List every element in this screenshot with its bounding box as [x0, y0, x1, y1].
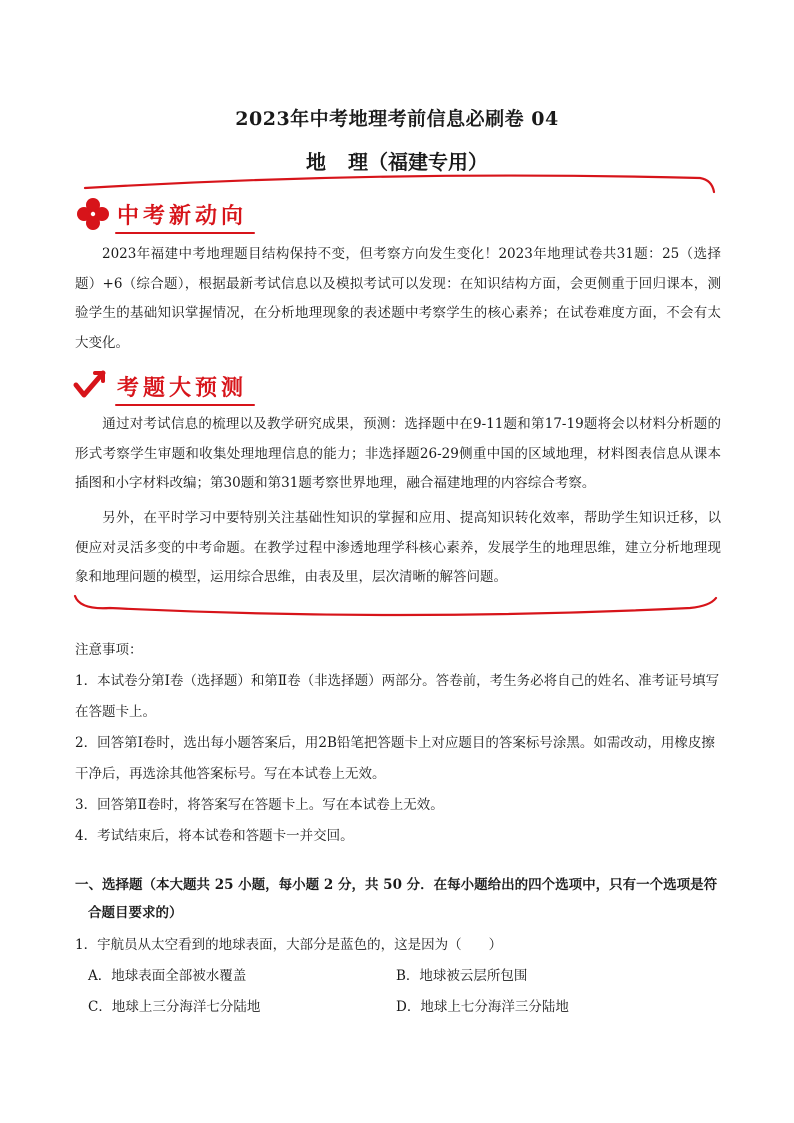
subtitle-subject-main: 地: [306, 150, 326, 174]
predict-section-heading: [73, 368, 247, 404]
predict-paragraph-1-text: 通过对考试信息的梳理以及教学研究成果，预测：选择题中在9-11题和第17-19题将会以材料分析题的形式考察学生审题和收集处理地理信息的能力；非选择题26-29侧重中国的区域地理，材料图表信息从课本插图和小字材料改编；第30题和第31题考察世界地理，融合福建地理的内容综合考察。: [75, 416, 721, 491]
bottom-arc: [75, 596, 716, 615]
note-item-1: 1．本试卷分第Ⅰ卷（选择题）和第Ⅱ卷（非选择题）两部分。答卷前，考生务必将自己的姓名、准考证号填写在答题卡上。: [75, 673, 720, 720]
page-subtitle: [0, 146, 794, 175]
page-title: 2023年中考地理考前信息必刷卷 04: [235, 108, 559, 130]
section-one-heading-line2: 合题目要求的）: [88, 905, 183, 921]
notes-block: [75, 635, 725, 852]
subtitle-subject-tail: 理（福建专用）: [348, 150, 488, 174]
predict-paragraph-1: [75, 410, 721, 499]
news-section-heading: [75, 196, 247, 232]
predict-heading-label: 考题大预测: [117, 371, 247, 402]
section-one-heading: [75, 871, 725, 927]
question-1-options: [88, 961, 688, 1023]
predict-paragraph-2-text: 另外，在平时学习中要特别关注基础性知识的掌握和应用、提高知识转化效率，帮助学生知识迁移，以便应对灵活多变的中考命题。在教学过程中渗透地理学科核心素养，发展学生的地理思维，建立分析地理现象和地理问题的模型，运用综合思维，由表及里，层次清晰的解答问题。: [75, 510, 721, 585]
question-1-stem: 1．宇航员从太空看到的地球表面，大部分是蓝色的，这是因为（ ）: [75, 937, 503, 953]
news-paragraph: [75, 240, 721, 358]
note-item-4: 4．考试结束后，将本试卷和答题卡一并交回。: [75, 828, 354, 844]
top-arc: [85, 176, 714, 192]
news-heading-label: 中考新动向: [117, 199, 247, 230]
section-one-heading-line1: 一、选择题（本大题共 25 小题，每小题 2 分，共 50 分．在每小题给出的四个选项中，只有一个选项是符: [75, 877, 718, 893]
news-paragraph-text: 2023年福建中考地理题目结构保持不变，但考察方向发生变化！2023年地理试卷共31题：25（选择题）+6（综合题），根据最新考试信息以及模拟考试可以发现：在知识结构方面，会更侧重于回归课本，测验学生的基础知识掌握情况，在分析地理现象的表述题中考察学生的核心素养；在试卷难度方面，不会有太大变化。: [75, 246, 721, 351]
predict-paragraph-2: [75, 504, 721, 593]
option-a[interactable]: A．地球表面全部被水覆盖: [88, 968, 247, 984]
option-d[interactable]: D．地球上七分海洋三分陆地: [396, 999, 569, 1015]
option-c[interactable]: C．地球上三分海洋七分陆地: [88, 999, 261, 1015]
notes-heading: 注意事项：: [75, 642, 143, 658]
note-item-2: 2．回答第Ⅰ卷时，选出每小题答案后，用2B铅笔把答题卡上对应题目的答案标号涂黑。如需改动，用橡皮擦干净后，再选涂其他答案标号。写在本试卷上无效。: [75, 735, 715, 782]
check-arrow-icon: [73, 369, 107, 403]
option-b[interactable]: B．地球被云层所包围: [396, 968, 528, 984]
clover-icon: [75, 196, 111, 232]
note-item-3: 3．回答第Ⅱ卷时，将答案写在答题卡上。写在本试卷上无效。: [75, 797, 444, 813]
